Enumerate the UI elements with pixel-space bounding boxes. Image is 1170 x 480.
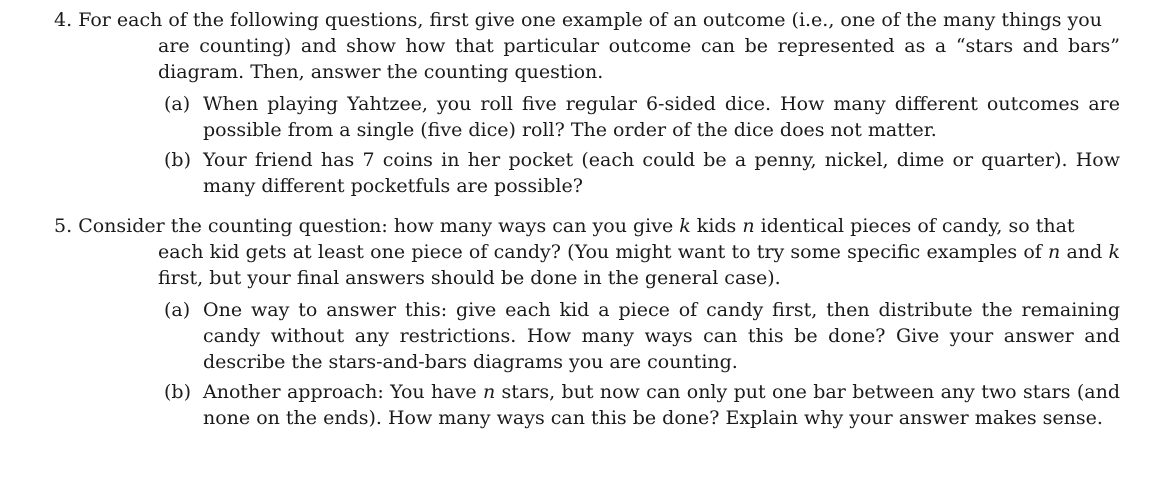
problem-text-fragment: each kid gets at least one piece of candy? (You might want to try some specific examples of bbox=[158, 241, 1049, 263]
problem-number: 4. bbox=[54, 9, 73, 31]
part-text: One way to answer this: give each kid a piece of candy first, then distribute the remaining candy without any restrictions. How many ways can this be done? Give your answer and describe the stars-and-bars diagrams you are counting. bbox=[203, 299, 1120, 373]
problem-5 bbox=[54, 213, 1120, 435]
problem-text-line: For each of the following questions, first give one example of an outcome (i.e., one of the many things you bbox=[78, 9, 1102, 31]
problem-text-fragment: and bbox=[1060, 241, 1109, 263]
part-label: (a) bbox=[164, 93, 191, 115]
part-label: (b) bbox=[164, 149, 191, 171]
part-text: Your friend has 7 coins in her pocket (each could be a penny, nickel, dime or quarter). How many different pocketfuls are possible? bbox=[203, 149, 1120, 197]
problem-text-fragment: Another approach: You have bbox=[203, 381, 483, 403]
problem-5-first-line bbox=[54, 213, 1120, 239]
part-label: (a) bbox=[164, 299, 191, 321]
math-variable-n: n bbox=[742, 215, 755, 237]
math-variable-k: k bbox=[679, 215, 691, 237]
problem-4-part-a bbox=[164, 91, 1120, 143]
math-variable-n: n bbox=[1048, 241, 1061, 263]
problem-text-fragment: Consider the counting question: how many ways can you give bbox=[78, 215, 680, 237]
part-text bbox=[203, 379, 1120, 431]
problem-4-part-b bbox=[164, 147, 1120, 199]
problem-number: 5. bbox=[54, 215, 73, 237]
problem-4-text: are counting) and show how that particular outcome can be represented as a “stars and bars” diagram. Then, answer the counting question. bbox=[158, 35, 1120, 83]
problem-5-parts bbox=[164, 297, 1120, 431]
problem-4-parts bbox=[164, 91, 1120, 199]
math-variable-k: k bbox=[1108, 241, 1120, 263]
problem-4-first-line bbox=[54, 7, 1120, 33]
part-label: (b) bbox=[164, 381, 191, 403]
problem-text-fragment: first, but your final answers should be done in the general case). bbox=[158, 267, 781, 289]
problem-5-part-b bbox=[164, 379, 1120, 431]
problem-text-fragment: identical pieces of candy, so that bbox=[754, 215, 1075, 237]
problem-text-fragment: stars, but now can only put one bar between any two stars (and none on the ends). How many ways can this be done? Explain why your answer makes sense. bbox=[203, 381, 1120, 429]
problem-text-fragment: kids bbox=[690, 215, 743, 237]
problem-4 bbox=[54, 7, 1120, 203]
part-text: When playing Yahtzee, you roll five regular 6-sided dice. How many different outcomes are possible from a single (five dice) roll? The order of the dice does not matter. bbox=[203, 93, 1120, 141]
math-variable-n: n bbox=[482, 381, 496, 403]
problem-5-part-a bbox=[164, 297, 1120, 375]
problem-5-text bbox=[158, 239, 1120, 291]
